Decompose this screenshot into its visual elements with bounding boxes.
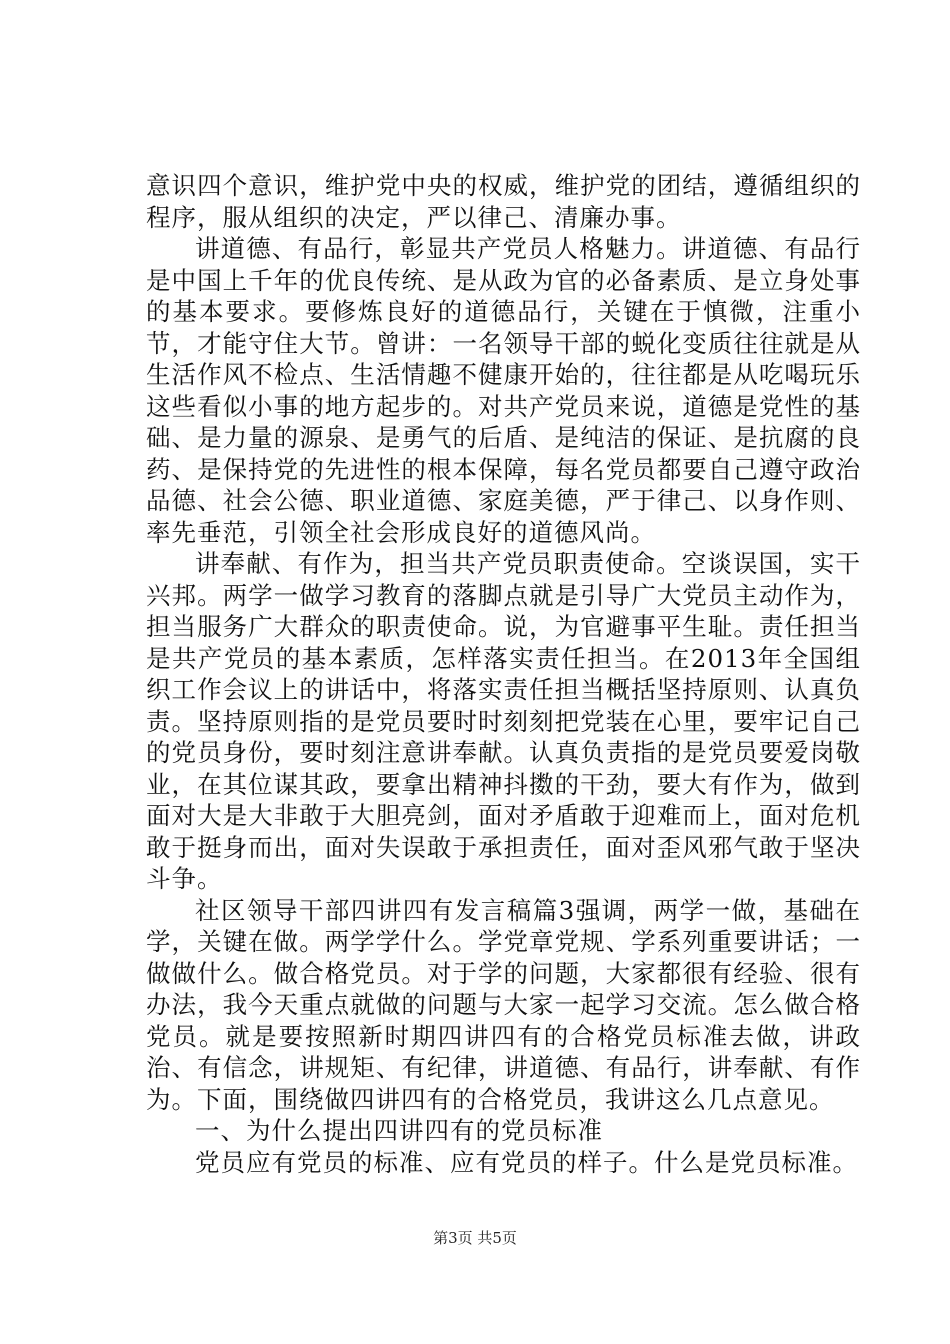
paragraph-2: 讲道德、有品行，彰显共产党员人格魅力。讲道德、有品行是中国上千年的优良传统、是从政为官的必备素质、是立身处事的基本要求。要修炼良好的道德品行，关键在于慎微，注重小节，才能守住大节。曾讲：一名领导干部的蜕化变质往往就是从生活作风不检点、生活情趣不健康开始的，往往都是从吃喝玩乐这些看似小事的地方起步的。对共产党员来说，道德是党性的基础、是力量的源泉、是勇气的后盾、是纯洁的保证、是抗腐的良药、是保持党的先进性的根本保障，每名党员都要自己遵守政治品德、社会公德、职业道德、家庭美德，严于律己、以身作则、率先垂范，引领全社会形成良好的道德风尚。 — [146, 234, 861, 547]
paragraph-3: 讲奉献、有作为，担当共产党员职责使命。空谈误国，实干兴邦。两学一做学习教育的落脚点就是引导广大党员主动作为，担当服务广大群众的职责使命。说，为官避事平生耻。责任担当是共产党员的基本素质，怎样落实责任担当。在2013年全国组织工作会议上的讲话中，将落实责任担当概括坚持原则、认真负责。坚持原则指的是党员要时时刻刻把党装在心里，要牢记自己的党员身份，要时刻注意讲奉献。认真负责指的是党员要爱岗敬业，在其位谋其政，要拿出精神抖擞的干劲，要大有作为，做到面对大是大非敢于大胆亮剑，面对矛盾敢于迎难而上，面对危机敢于挺身而出，面对失误敢于承担责任，面对歪风邪气敢于坚决斗争。 — [146, 549, 861, 893]
paragraph-4: 社区领导干部四讲四有发言稿篇3强调，两学一做，基础在学，关键在做。两学学什么。学党章党规、学系列重要讲话；一做做什么。做合格党员。对于学的问题，大家都很有经验、很有办法，我今天重点就做的问题与大家一起学习交流。怎么做合格党员。就是要按照新时期四讲四有的合格党员标准去做，讲政治、有信念，讲规矩、有纪律，讲道德、有品行，讲奉献、有作为。下面，围绕做四讲四有的合格党员，我讲这么几点意见。 — [146, 895, 861, 1114]
paragraph-1: 意识四个意识，维护党中央的权威，维护党的团结，遵循组织的程序，服从组织的决定，严以律己、清廉办事。 — [146, 171, 861, 232]
page-footer: 第3页 共5页 — [433, 1229, 517, 1247]
document-body — [146, 170, 861, 1178]
paragraph-5: 党员应有党员的标准、应有党员的样子。什么是党员标准。 — [195, 1147, 858, 1177]
section-heading: 一、为什么提出四讲四有的党员标准 — [195, 1116, 603, 1145]
